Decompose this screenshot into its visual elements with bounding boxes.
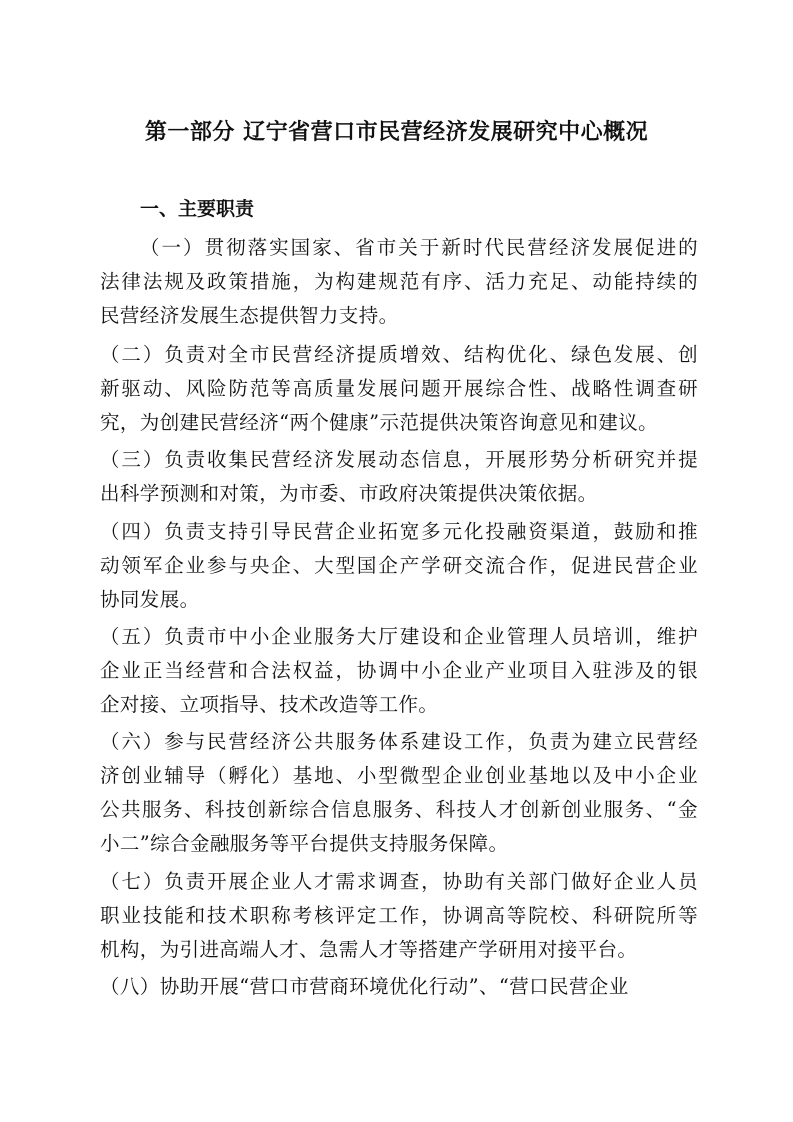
- paragraph-line: 协同发展。: [100, 588, 200, 611]
- section-heading: 一、主要职责: [140, 198, 255, 220]
- paragraph-line: 企对接、立项指导、技术改造等工作。: [100, 693, 439, 716]
- paragraph-line: 济创业辅导（孵化）基地、小型微型企业创业基地以及中小企业: [100, 764, 698, 787]
- paragraph-line: 新驱动、风险防范等高质量发展问题开展综合性、战略性调查研: [100, 377, 698, 400]
- paragraph-line: （八）协助开展“营口市营商环境优化行动”、“营口民营企业: [100, 975, 629, 998]
- paragraph: [100, 515, 698, 617]
- paragraph-line: （一）贯彻落实国家、省市关于新时代民营经济发展促进的: [140, 236, 698, 259]
- paragraph-line: 机构，为引进高端人才、急需人才等搭建产学研用对接平台。: [100, 938, 638, 961]
- paragraph: [100, 970, 698, 1004]
- paragraph-line: 究，为创建民营经济“两个健康”示范提供决策咨询意见和建议。: [100, 411, 659, 434]
- paragraph-line: （五）负责市中小企业服务大厅建设和企业管理人员培训，维护: [100, 625, 698, 648]
- paragraph-line: 企业正当经营和合法权益，协调中小企业产业项目入驻涉及的银: [100, 659, 698, 682]
- paragraph-line: 法律法规及政策措施，为构建规范有序、活力充足、动能持续的: [100, 270, 698, 293]
- paragraph: [100, 443, 698, 511]
- paragraph-line: （七）负责开展企业人才需求调查，协助有关部门做好企业人员: [100, 870, 698, 893]
- paragraph-line: 职业技能和技术职称考核评定工作，协调高等院校、科研院所等: [100, 904, 698, 927]
- paragraph-line: 民营经济发展生态提供智力支持。: [100, 304, 399, 327]
- paragraph-line: 动领军企业参与央企、大型国企产学研交流合作，促进民营企业: [100, 554, 698, 577]
- paragraph: [100, 231, 698, 333]
- paragraph-line: 公共服务、科技创新综合信息服务、科技人才创新创业服务、“金: [100, 798, 698, 821]
- page-title: 第一部分 辽宁省营口市民营经济发展研究中心概况: [144, 120, 649, 145]
- paragraph: [100, 620, 698, 722]
- paragraph-line: （二）负责对全市民营经济提质增效、结构优化、绿色发展、创: [100, 343, 698, 366]
- paragraph-line: 小二”综合金融服务等平台提供支持服务保障。: [100, 832, 509, 855]
- paragraph: [100, 725, 698, 861]
- paragraph-line: （六）参与民营经济公共服务体系建设工作，负责为建立民营经: [100, 730, 698, 753]
- paragraph-line: （三）负责收集民营经济发展动态信息，开展形势分析研究并提: [100, 448, 698, 471]
- paragraph: [100, 865, 698, 967]
- paragraph: [100, 338, 698, 440]
- paragraph-line: 出科学预测和对策，为市委、市政府决策提供决策依据。: [100, 482, 598, 505]
- paragraph-line: （四）负责支持引导民营企业拓宽多元化投融资渠道，鼓励和推: [100, 520, 698, 543]
